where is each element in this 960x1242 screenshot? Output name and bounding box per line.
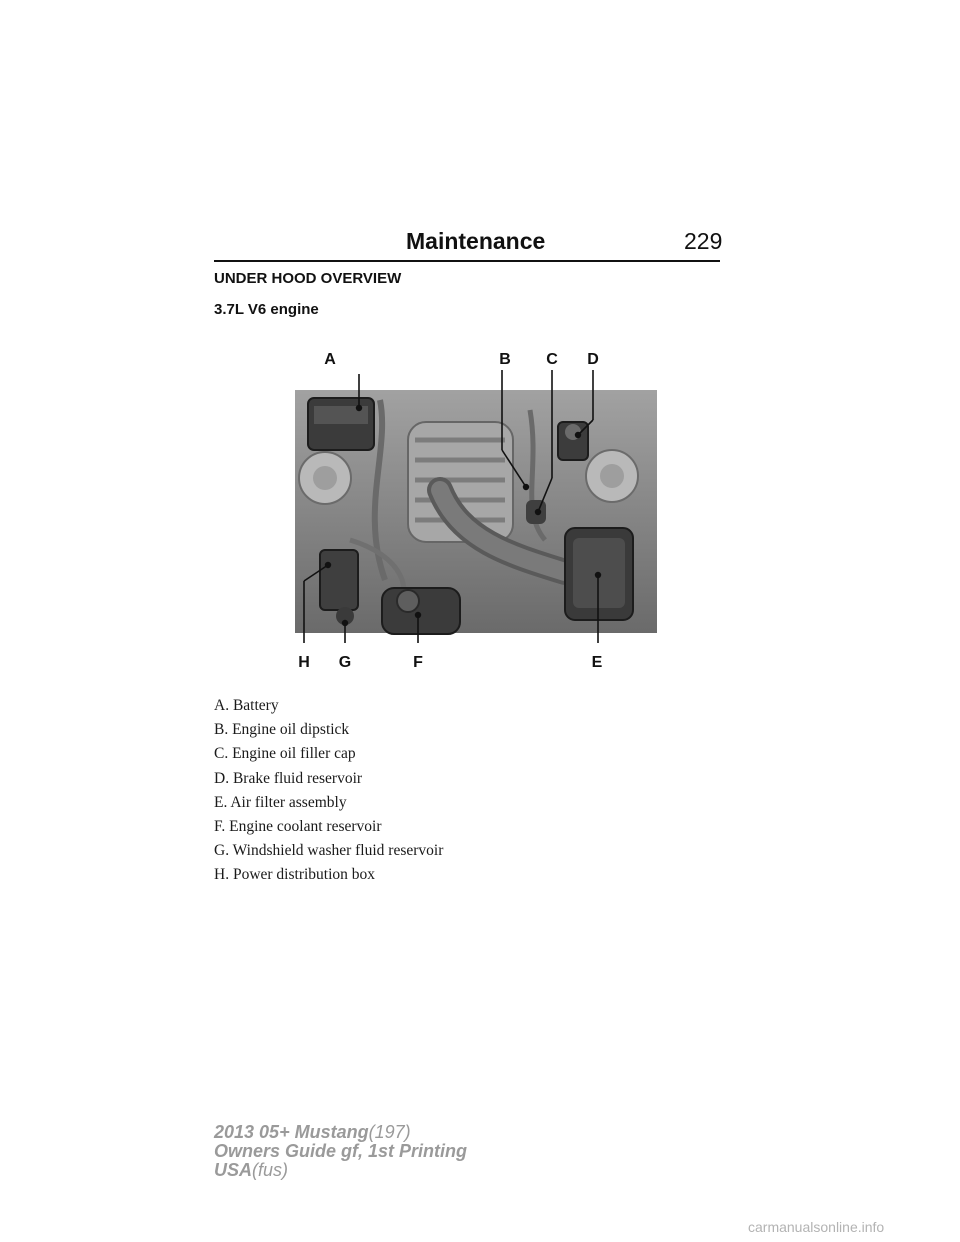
power-distribution-box-illustration xyxy=(320,550,358,610)
header-divider xyxy=(214,260,720,262)
page-number: 229 xyxy=(684,228,723,254)
component-legend xyxy=(214,694,443,888)
callout-dot-f xyxy=(415,612,421,618)
legend-item: B. Engine oil dipstick xyxy=(214,721,350,739)
callout-dot-h xyxy=(325,562,331,568)
print-footer xyxy=(214,1123,467,1180)
engine-subheading: 3.7L V6 engine xyxy=(214,301,319,318)
page-section-title: Maintenance xyxy=(406,228,546,254)
callout-label-b: B xyxy=(499,351,511,368)
callout-label-e: E xyxy=(591,654,603,671)
legend-item: G. Windshield washer fluid reservoir xyxy=(214,842,444,860)
footer-line-3 xyxy=(214,1161,467,1180)
callout-dot-g xyxy=(342,620,348,626)
callout-label-d: D xyxy=(587,351,599,368)
footer-model: 2013 05+ Mustang xyxy=(214,1122,369,1142)
callout-dot-e xyxy=(595,572,601,578)
callout-dot-d xyxy=(575,432,581,438)
footer-line-2: Owners Guide gf, 1st Printing xyxy=(214,1141,468,1161)
legend-item: D. Brake fluid reservoir xyxy=(214,769,363,787)
battery-illustration xyxy=(308,398,374,450)
coolant-reservoir-illustration xyxy=(382,588,460,634)
callout-dot-a xyxy=(356,405,362,411)
legend-item: H. Power distribution box xyxy=(214,866,376,884)
legend-item: E. Air filter assembly xyxy=(214,793,347,811)
callout-dot-c xyxy=(535,509,541,515)
engine-bay-diagram xyxy=(290,340,665,675)
footer-page-code: (197) xyxy=(368,1122,411,1142)
legend-item: A. Battery xyxy=(214,697,279,714)
callout-label-h: H xyxy=(298,654,310,671)
brake-fluid-reservoir-illustration xyxy=(558,422,588,460)
callout-label-a: A xyxy=(324,351,336,368)
callout-label-f: F xyxy=(413,654,423,671)
callout-label-g: G xyxy=(338,654,352,671)
legend-item: C. Engine oil filler cap xyxy=(214,745,356,763)
footer-market: USA xyxy=(214,1160,253,1180)
callout-dot-b xyxy=(523,484,529,490)
callout-label-c: C xyxy=(546,351,558,368)
site-watermark: carmanualsonline.info xyxy=(748,1219,885,1235)
footer-line-1 xyxy=(214,1123,467,1142)
footer-market-code: (fus) xyxy=(252,1160,289,1180)
legend-item: F. Engine coolant reservoir xyxy=(214,818,382,836)
section-heading: UNDER HOOD OVERVIEW xyxy=(214,270,402,287)
